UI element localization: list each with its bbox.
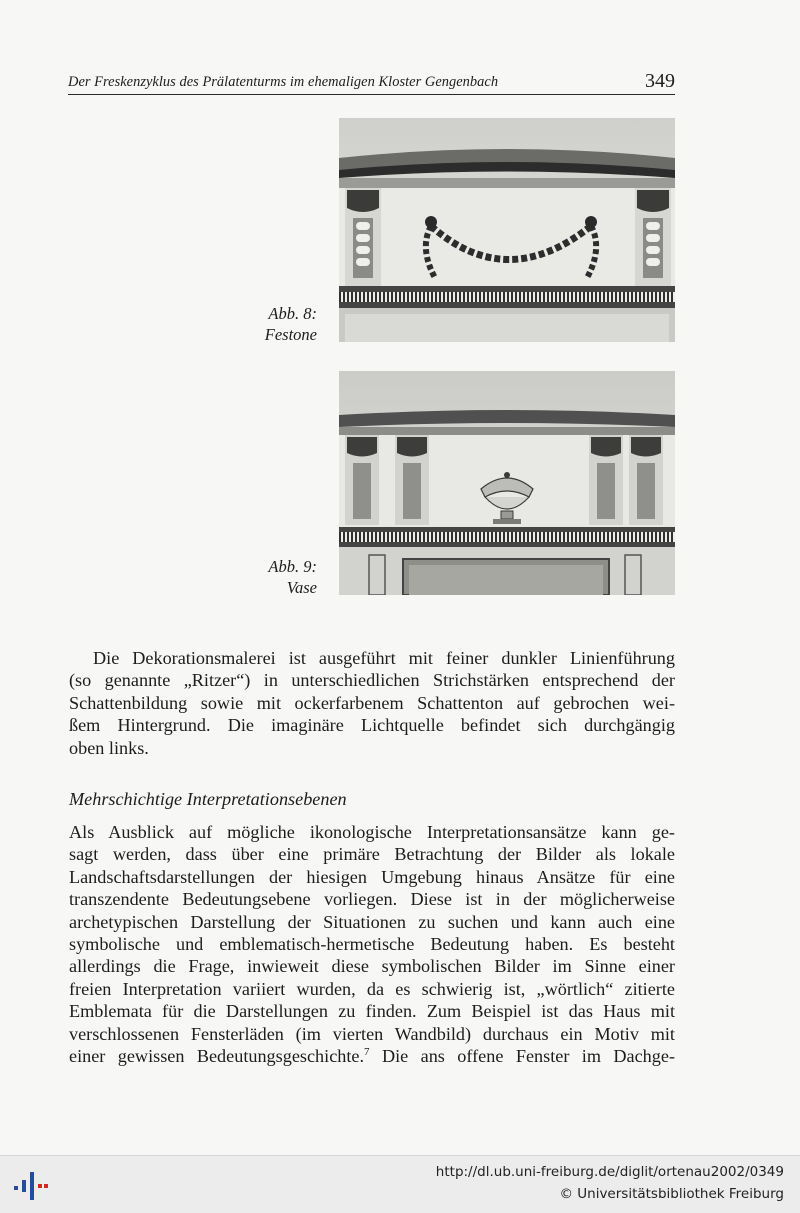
text-fragment: Die ans offene Fenster im Dachge-	[369, 1046, 676, 1067]
text-line: symbolische und emblematisch-hermetische Bedeutung haben. Es besteht	[69, 934, 675, 955]
text-line: freien Interpretation variiert wurden, da es schwierig ist, „wörtlich“ zitierte	[69, 978, 675, 999]
figure-9-label: Abb. 9:	[268, 557, 317, 576]
copyright-notice: © Universitätsbibliothek Freiburg	[559, 1186, 784, 1202]
text-fragment: einer gewissen Bedeutungsgeschichte.	[69, 1046, 365, 1067]
page-number: 349	[645, 70, 675, 92]
text-line: Schattenbildung sowie mit ockerfarbenem Schattenton auf gebrochen wei-	[69, 692, 675, 713]
text-line: (so genannte „Ritzer“) in unterschiedlichen Strichstärken entsprechend der	[69, 670, 675, 691]
text-line: archetypischen Darstellung der Situationen zu suchen und kann auch eine	[69, 911, 675, 932]
paragraph-decoration	[69, 647, 675, 759]
text-line: allerdings die Frage, inwieweit diese symbolischen Bilder im Sinne einer	[69, 956, 675, 977]
running-header	[68, 70, 675, 95]
text-line: ßem Hintergrund. Die imaginäre Lichtquelle befindet sich durchgängig	[69, 715, 675, 736]
running-title: Der Freskenzyklus des Prälatenturms im ehemaligen Kloster Gengenbach	[68, 74, 499, 90]
figure-8-title: Festone	[264, 325, 317, 344]
figure-8-label: Abb. 8:	[268, 304, 317, 323]
section-subheading: Mehrschichtige Interpretationsebenen	[69, 789, 347, 809]
figure-vase-photo	[339, 371, 675, 595]
text-line: transzendente Bedeutungsebene vorliegen. Diese ist in der möglicherweise	[69, 889, 675, 910]
text-line-with-footnote	[69, 1045, 675, 1067]
figure-9-caption	[268, 556, 317, 598]
footnote-reference[interactable]: 7	[364, 1046, 370, 1058]
figure-8-caption	[265, 303, 317, 345]
text-line: oben links.	[69, 737, 149, 758]
library-logo-icon	[10, 1166, 50, 1206]
figure-9-title: Vase	[286, 578, 317, 597]
text-line: Emblemata für die Darstellungen zu finden. Zum Beispiel ist das Haus mit	[69, 1001, 675, 1022]
text-line: verschlossenen Fensterläden (im vierten Wandbild) durchaus ein Motiv mit	[69, 1023, 675, 1044]
text-line: sagt werden, dass über eine primäre Betrachtung der Bilder als lokale	[69, 844, 675, 865]
text-line: Als Ausblick auf mögliche ikonologische Interpretationsansätze kann ge-	[69, 822, 675, 842]
figure-festoon-photo	[339, 118, 675, 342]
text-line: Die Dekorationsmalerei ist ausgeführt mit feiner dunkler Linienführung	[93, 648, 675, 668]
paragraph-interpretation	[69, 821, 675, 1067]
viewer-footer	[0, 1155, 800, 1213]
text-line: Landschaftsdarstellungen der hiesigen Umgebung hinaus Ansätze für eine	[69, 866, 675, 887]
document-url-link[interactable]: http://dl.ub.uni-freiburg.de/diglit/ortenau2002/0349	[435, 1164, 784, 1180]
